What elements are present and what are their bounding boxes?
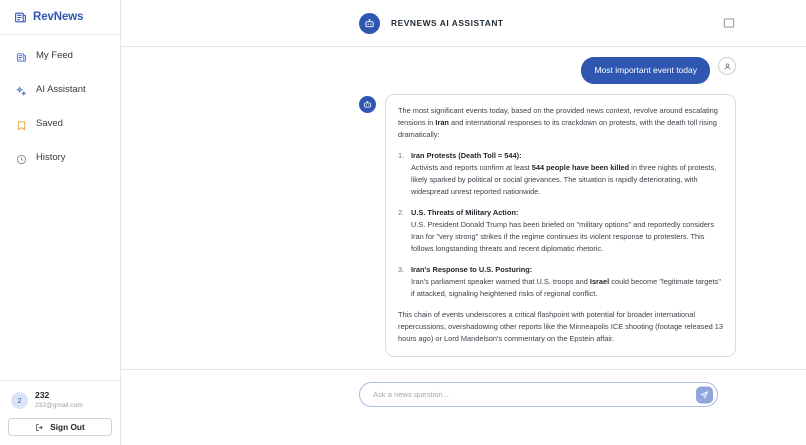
sidebar-item-history[interactable] — [0, 149, 120, 166]
page-title: REVNEWS AI ASSISTANT — [391, 18, 504, 28]
body-highlight: Israel — [589, 276, 610, 286]
sidebar-footer — [0, 380, 120, 445]
body-part-1: U.S. President Donald Trump has been briefed on "military options" and reportedly considers Iran for "very strong" strikes if the regime continues its violent response to protesters. This follows longstanding threats and recent diplomatic rhetoric. — [411, 219, 715, 253]
list-item-body — [411, 276, 723, 300]
paper-plane-icon — [700, 390, 709, 399]
list-item-heading: U.S. Threats of Military Action: — [411, 207, 519, 217]
bot-icon — [359, 96, 376, 113]
conversation-area — [121, 47, 806, 369]
sidebar — [0, 0, 121, 445]
account-email: 232@gmail.com — [35, 401, 83, 409]
bot-icon — [359, 13, 380, 34]
intro-part-1: The most significant events today, based on the provided news context, revolve around escalating tensions in — [398, 106, 718, 128]
brand-logo[interactable] — [0, 0, 120, 35]
nav-gap — [0, 132, 120, 149]
sparkles-icon — [16, 84, 27, 95]
nav-gap — [0, 98, 120, 115]
avatar: 2 — [11, 392, 28, 409]
list-item-heading: Iran's Response to U.S. Posturing: — [411, 264, 533, 274]
search-input[interactable] — [373, 383, 687, 406]
user-circle-icon — [718, 57, 736, 75]
body-part-2: in three nights of protests, likely sparked by political or social grievances. The situation is rapidly deteriorating, with widespread unrest reported nationwide. — [411, 162, 717, 196]
intro-part-2: and international responses to its crackdown on protests, with the death toll rising dramatically: — [398, 118, 717, 140]
bookmark-icon — [16, 118, 27, 129]
newspaper-icon — [14, 11, 27, 24]
nav-gap — [0, 64, 120, 81]
body-part-1: Iran's parliament speaker warned that U.S. troops and — [411, 276, 590, 286]
logout-icon — [35, 423, 44, 432]
list-item-body — [411, 219, 723, 255]
body-highlight: 544 people have been killed — [531, 162, 630, 172]
message-square-icon[interactable] — [722, 16, 736, 30]
sidebar-item-saved[interactable] — [0, 115, 120, 132]
body-part-1: Activists and reports confirm at least — [411, 162, 532, 172]
main-panel — [121, 0, 806, 445]
composer-area — [121, 369, 806, 445]
chat-header-left — [359, 13, 504, 34]
clock-icon — [16, 152, 27, 163]
sign-out-button[interactable] — [8, 418, 112, 436]
sidebar-item-label: History — [36, 152, 66, 163]
sidebar-item-label: Saved — [36, 118, 63, 129]
sidebar-item-my-feed[interactable] — [0, 47, 120, 64]
list-item — [398, 264, 723, 300]
user-message-bubble: Most important event today — [581, 57, 710, 84]
list-item-body — [411, 162, 723, 198]
account-block[interactable] — [8, 389, 112, 418]
assistant-message-row — [359, 94, 736, 357]
list-item — [398, 150, 723, 198]
composer-bottom-spacer — [359, 407, 736, 445]
sidebar-item-label: AI Assistant — [36, 84, 86, 95]
sign-out-label: Sign Out — [50, 422, 85, 432]
assistant-list — [398, 150, 723, 300]
chat-header — [121, 0, 806, 47]
sidebar-item-ai-assistant[interactable] — [0, 81, 120, 98]
send-button[interactable] — [696, 386, 713, 403]
sidebar-item-label: My Feed — [36, 50, 73, 61]
body-part-2: could become "legitimate targets" if attacked, signaling heightened risks of regional conflict. — [411, 276, 721, 298]
account-text — [35, 391, 83, 409]
assistant-outro: This chain of events underscores a critical flashpoint with potential for broader international repercussions, overshadowing other reports like the Minneapolis ICE shooting (footage released 13 hours ago) or Lord Mandelson's commentary on the Epstein affair. — [398, 309, 723, 343]
account-name: 232 — [35, 390, 50, 401]
newspaper-icon — [16, 50, 27, 61]
assistant-message-bubble — [385, 94, 736, 357]
intro-highlight: Iran — [435, 118, 449, 128]
composer[interactable] — [359, 382, 718, 407]
brand-name: RevNews — [33, 11, 84, 23]
sidebar-nav — [0, 35, 120, 380]
list-item-heading: Iran Protests (Death Toll = 544): — [411, 151, 522, 160]
list-item — [398, 207, 723, 255]
user-message-row — [359, 57, 736, 84]
assistant-intro — [398, 105, 723, 141]
